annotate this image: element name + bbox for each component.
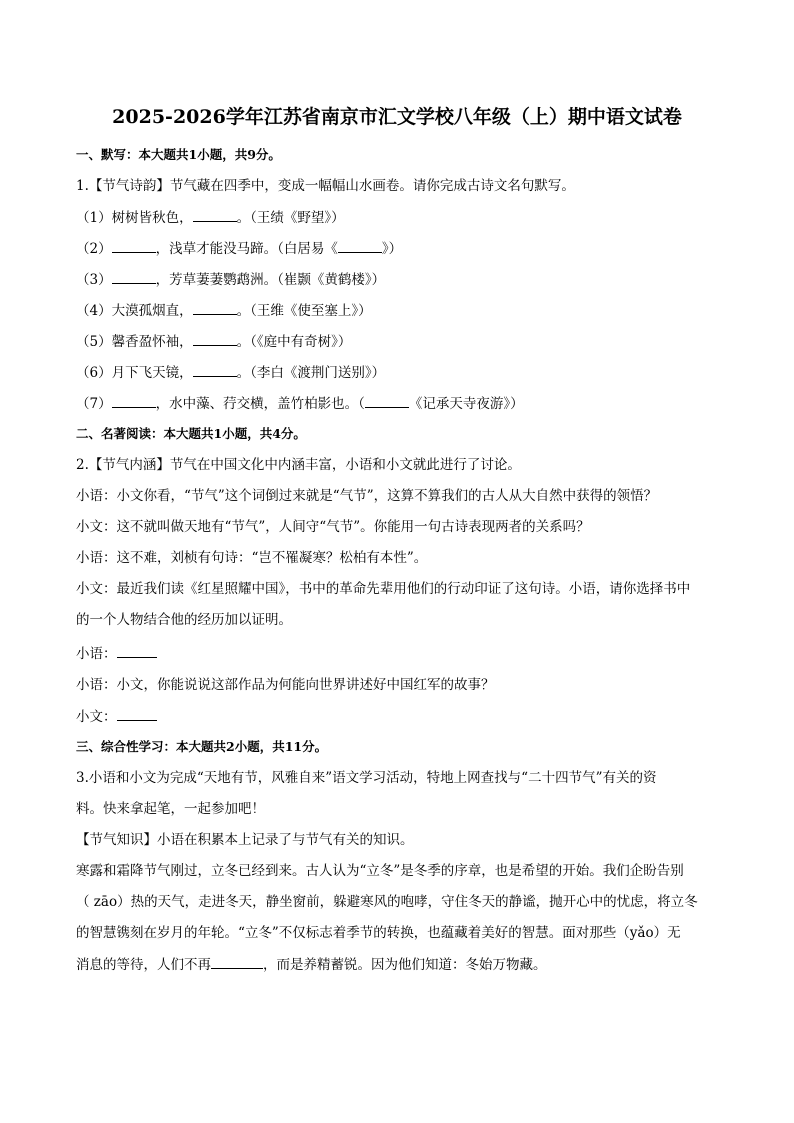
dictation-item-2: （2） ，浅草才能没马蹄。（白居易《 》） (76, 238, 726, 259)
passage-line: 的智慧镌刻在岁月的年轮。“立冬”不仅标志着季节的转换，也蕴藏着美好的智慧。面对那些（yǎo）无 (76, 925, 681, 941)
question-3-cont: 料。快来拿起笔，一起参加吧！ (76, 801, 265, 817)
question-1 (76, 176, 726, 196)
question-1-text: 节气藏在四季中，变成一幅幅山水画卷。请你完成古诗文名句默写。 (169, 178, 575, 194)
exam-title: 2025-2026学年江苏省南京市汇文学校八年级（上）期中语文试卷 (112, 106, 682, 128)
answer-blank[interactable] (193, 207, 237, 222)
dictation-item-1: （1）树树皆秋色， 。（王绩《野望》） (76, 207, 726, 228)
passage-line: （ zāo）热的天气，走进冬天，静坐窗前，躲避寒风的咆哮，守住冬天的静谧，抛开心中的忧虑，将立冬 (76, 894, 698, 910)
dialogue-line: 小语：小文，你能说说这部作品为何能向世界讲述好中国红军的故事？ (76, 677, 495, 693)
section-1-heading: 一、默写：本大题共1小题，共9分。 (76, 147, 281, 162)
passage-line: 消息的等待，人们不再 ，而是养精蓄锐。因为他们知道：冬始万物藏。 (76, 954, 726, 975)
dictation-item-6: （6）月下飞天镜， 。（李白《渡荆门送别》） (76, 362, 726, 383)
dictation-item-3: （3） ，芳草萋萋鹦鹉洲。（崔颢《黄鹤楼》） (76, 269, 726, 290)
answer-blank[interactable] (112, 393, 156, 408)
section-3-heading: 三、综合性学习：本大题共2小题，共11分。 (76, 739, 328, 754)
question-2-text: 节气在中国文化中内涵丰富，小语和小文就此进行了讨论。 (169, 457, 521, 473)
question-2-tag: 2.【节气内涵】 (76, 457, 170, 473)
question-2 (76, 455, 726, 475)
answer-blank[interactable] (117, 643, 157, 658)
dialogue-line: 的一个人物结合他的经历加以证明。 (76, 612, 292, 628)
answer-blank[interactable] (211, 954, 263, 969)
knowledge-intro: 【节气知识】小语在积累本上记录了与节气有关的知识。 (76, 832, 414, 848)
answer-blank[interactable] (193, 300, 237, 315)
answer-blank[interactable] (117, 706, 157, 721)
answer-blank[interactable] (193, 362, 237, 377)
dictation-item-7: （7） ，水中藻、荇交横，盖竹柏影也。（ 《记承天寺夜游》） (76, 393, 726, 414)
dialogue-line: 小语：这不难，刘桢有句诗：“岂不罹凝寒？松柏有本性”。 (76, 550, 428, 566)
answer-blank[interactable] (338, 238, 382, 253)
question-3: 3.小语和小文为完成“天地有节，风雅自来”语文学习活动，特地上网查找与“二十四节气”有关的资 (76, 770, 657, 786)
knowledge-tag: 【节气知识】 (76, 832, 157, 848)
passage-line: 寒露和霜降节气刚过，立冬已经到来。古人认为“立冬”是冬季的序章，也是希望的开始。我们企盼告别 (76, 863, 684, 879)
section-2-heading: 二、名著阅读：本大题共1小题，共4分。 (76, 426, 306, 441)
dialogue-line: 小文：这不就叫做天地有“节气”，人间守“气节”。你能用一句古诗表现两者的关系吗？ (76, 519, 590, 535)
dictation-item-5: （5）馨香盈怀袖， 。（《庭中有奇树》） (76, 331, 726, 352)
dialogue-line: 小文：最近我们读《红星照耀中国》，书中的革命先辈用他们的行动印证了这句诗。小语，请你选择书中 (76, 581, 691, 597)
question-1-tag: 1.【节气诗韵】 (76, 178, 170, 194)
answer-blank[interactable] (365, 393, 409, 408)
dialogue-answer-line: 小文： (76, 706, 726, 727)
answer-blank[interactable] (193, 331, 237, 346)
dictation-item-4: （4）大漠孤烟直， 。（王维《使至塞上》） (76, 300, 726, 321)
dialogue-line: 小语：小文你看，“节气”这个词倒过来就是“气节”，这算不算我们的古人从大自然中获得的领悟？ (76, 488, 658, 504)
answer-blank[interactable] (112, 238, 156, 253)
answer-blank[interactable] (112, 269, 156, 284)
dialogue-answer-line: 小语： (76, 643, 726, 664)
